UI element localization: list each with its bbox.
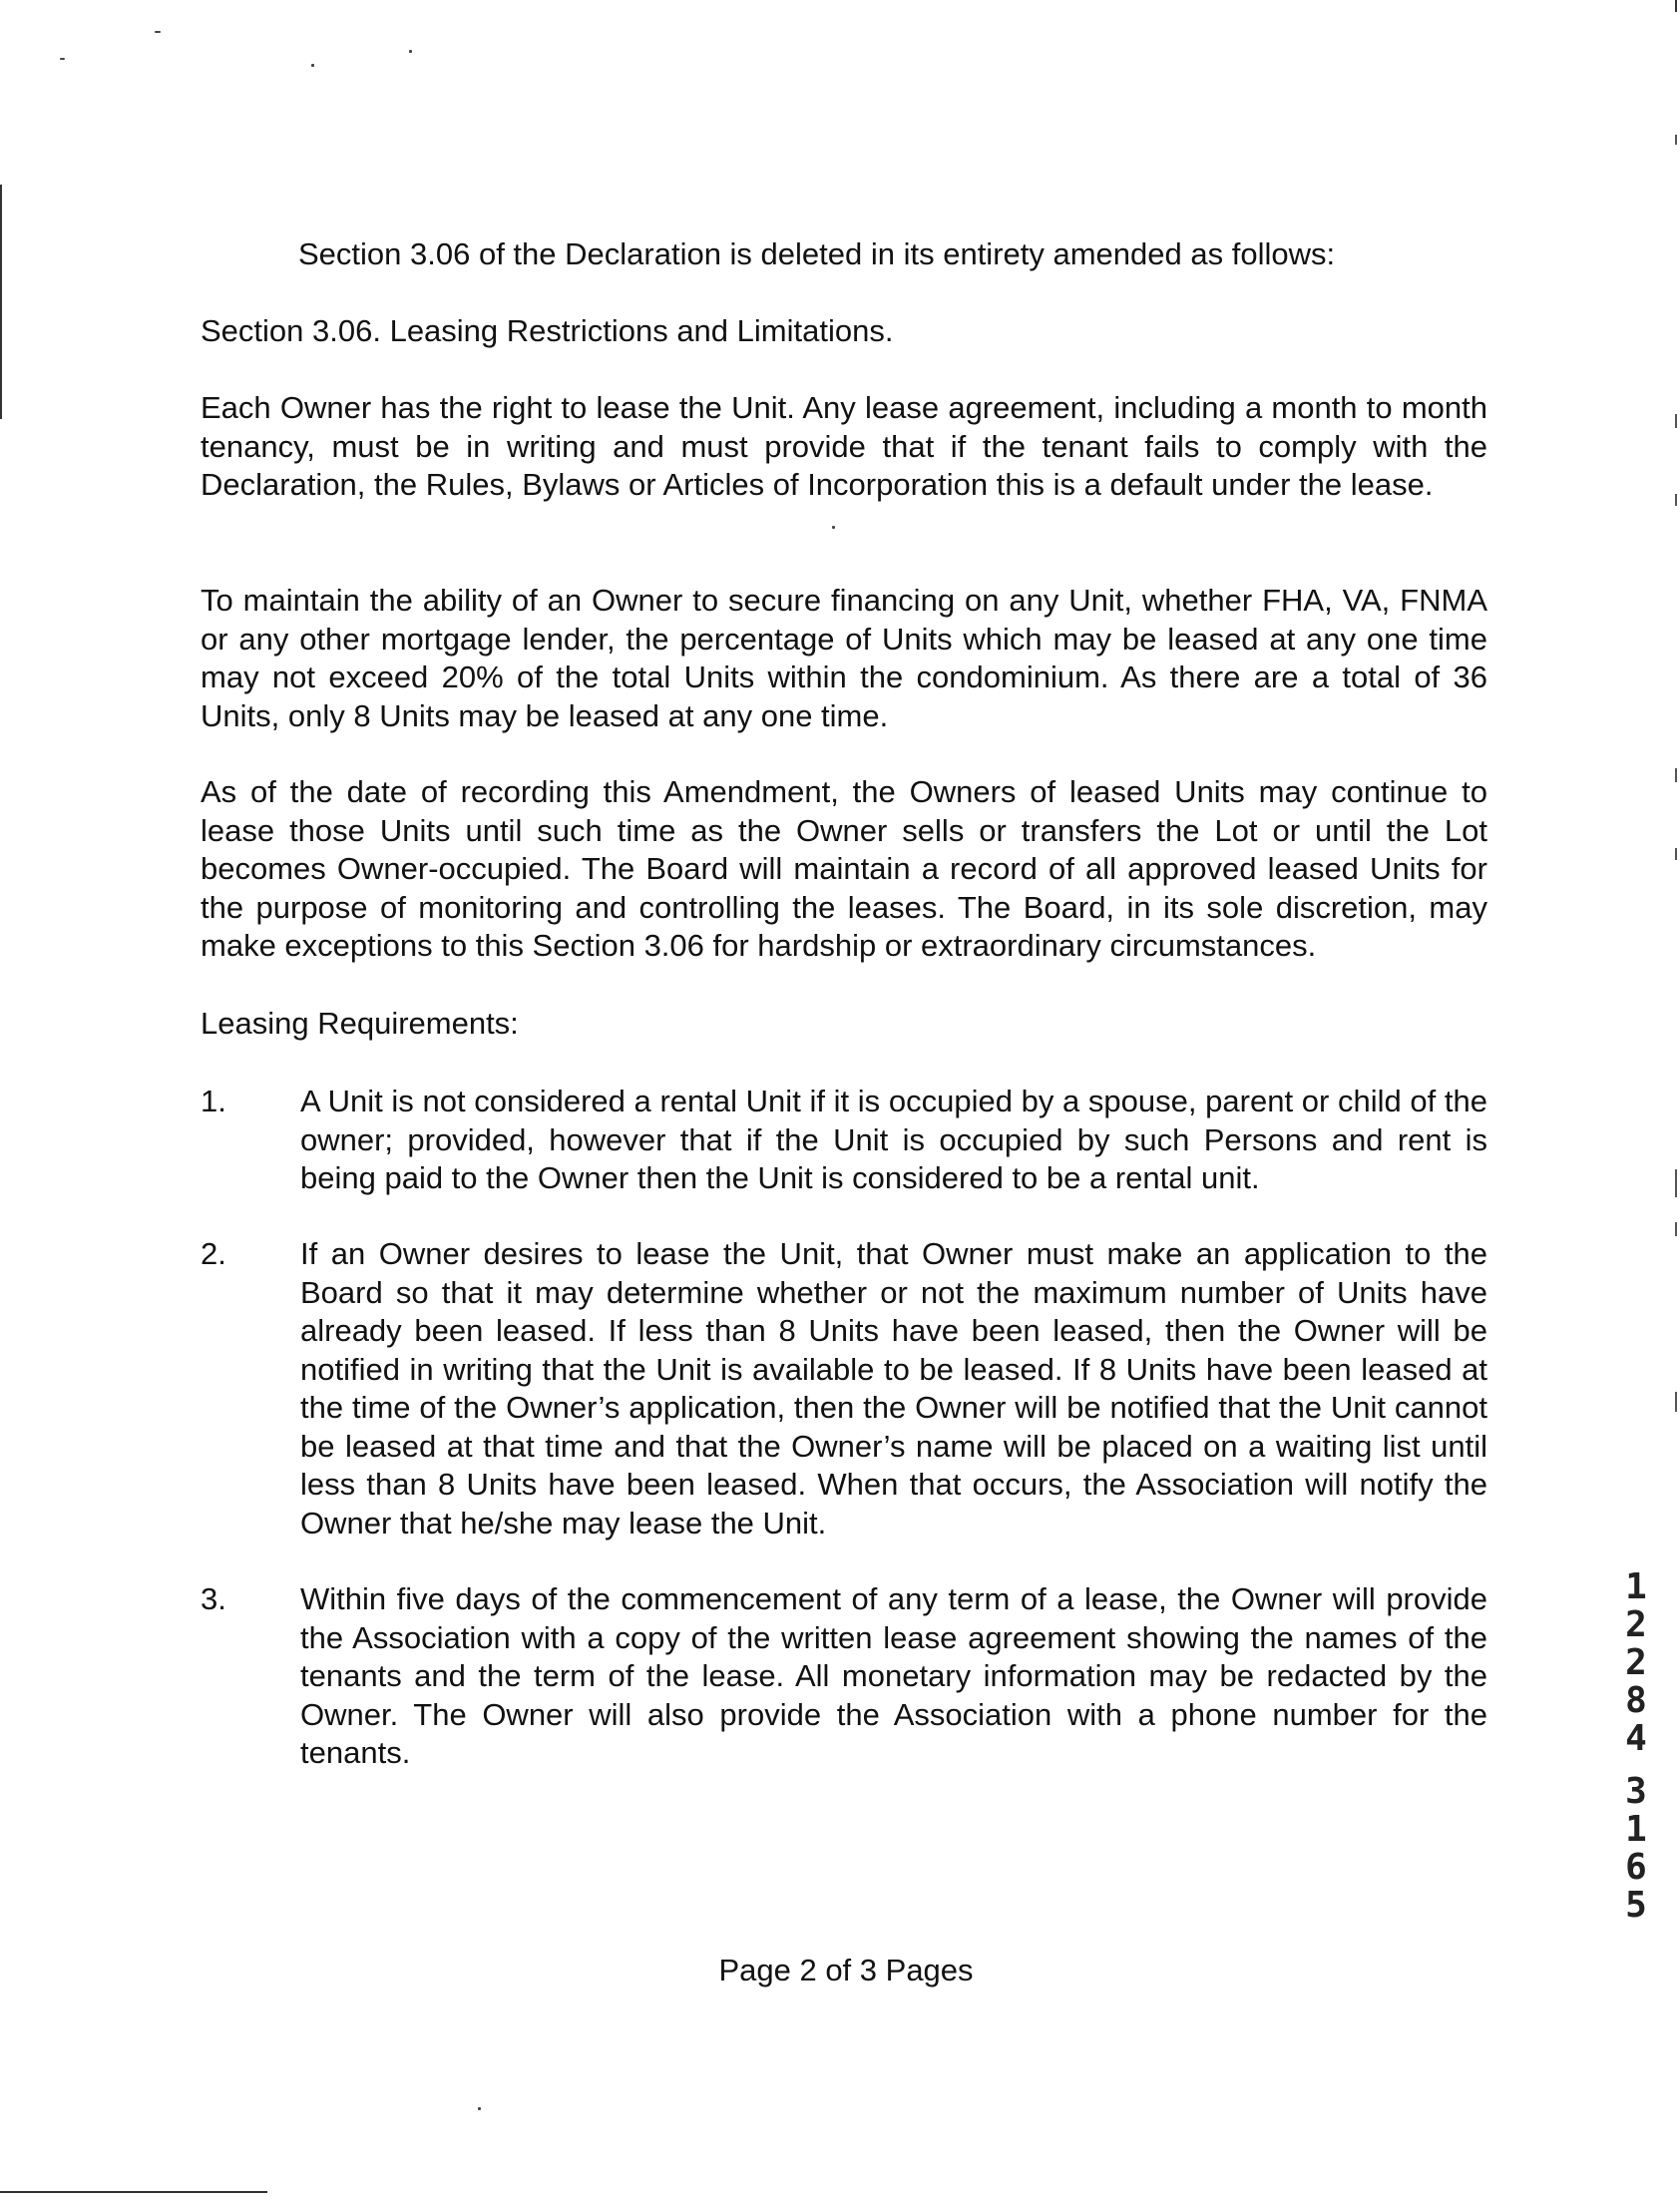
requirement-text: If an Owner desires to lease the Unit, that Owner must make an application to the Board so that it may determine whether or not the maximum number of Units have already been leased. If less than 8 Units have been leased, then the Owner will be notified in writing that the Unit is available to be leased. If 8 Units have been leased at the time of the Owner’s application, then the Owner will be notified that the Unit cannot be leased at that time and that the Owner’s name will be placed on a waiting list until less than 8 Units have been leased. When that occurs, the Association will notify the Owner that he/she may lease the Unit.	[300, 1236, 1487, 1540]
scan-speck	[311, 64, 314, 67]
requirement-text: A Unit is not considered a rental Unit if it is occupied by a spouse, parent or child of the owner; provided, however that if the Unit is occupied by such Persons and rent is being paid to the Owner then the Unit is considered to be a rental unit.	[300, 1084, 1487, 1195]
requirement-text: Within five days of the commencement of any term of a lease, the Owner will provide the Association with a copy of the written lease agreement showing the names of the tenants and the term of the lease. All monetary information may be redacted by the Owner. The Owner will also provide the Association with a phone number for the tenants.	[300, 1581, 1487, 1770]
scan-speck	[155, 31, 161, 33]
scan-edge-mark	[1675, 1222, 1677, 1236]
stamp-digit: 1	[1625, 1809, 1647, 1850]
page-number-footer: Page 2 of 3 Pages	[718, 1953, 974, 1987]
scan-speck	[832, 526, 835, 529]
scan-edge-mark	[1675, 848, 1677, 860]
stamp-digit: 4	[1625, 1718, 1647, 1759]
scan-artifact-right-edge	[1675, 0, 1677, 12]
stamp-digit: 6	[1625, 1847, 1647, 1888]
scan-speck	[478, 2107, 481, 2110]
stamp-digit: 8	[1625, 1680, 1647, 1721]
stamp-digit: 2	[1625, 1642, 1647, 1683]
scan-edge-mark	[1675, 494, 1677, 506]
scan-edge-mark	[1675, 135, 1677, 145]
scan-speck	[60, 58, 65, 60]
leasing-requirements-label: Leasing Requirements:	[201, 1006, 519, 1041]
requirement-number: 3.	[201, 1581, 226, 1616]
scan-edge-mark	[1675, 768, 1677, 782]
paragraph-existing-leases: As of the date of recording this Amendment, the Owners of leased Units may continue to lease those Units until such time as the Owner sells or transfers the Lot or until the Lot becomes Owner-occupied. The Board will maintain a record of all approved leased Units for the purpose of monitoring and controlling the leases. The Board, in its sole discretion, may make exceptions to this Section 3.06 for hardship or extraordinary circumstances.	[201, 774, 1487, 963]
scan-edge-mark	[1675, 414, 1677, 428]
recording-stamp-digits-bottom	[1616, 1773, 1656, 1925]
stamp-digit: 2	[1625, 1604, 1647, 1645]
requirement-number: 2.	[201, 1236, 226, 1271]
recording-stamp-digits-top	[1616, 1568, 1656, 1758]
stamp-digit: 5	[1625, 1885, 1647, 1926]
scan-artifact-bottom-line	[0, 2191, 267, 2193]
requirement-number: 1.	[201, 1084, 226, 1118]
scan-edge-mark	[1675, 1392, 1677, 1412]
stamp-digit: 3	[1625, 1771, 1647, 1812]
section-heading: Section 3.06. Leasing Restrictions and Limitations.	[201, 313, 894, 348]
scan-artifact-left-bar	[0, 185, 2, 419]
paragraph-right-to-lease: Each Owner has the right to lease the Unit. Any lease agreement, including a month to month tenancy, must be in writing and must provide that if the tenant fails to comply with the Declaration, the Rules, Bylaws or Articles of Incorporation this is a default under the lease.	[201, 390, 1487, 502]
stamp-digit: 1	[1625, 1566, 1647, 1607]
scan-edge-mark	[1675, 1169, 1677, 1197]
scan-speck	[409, 50, 412, 53]
paragraph-financing-limit: To maintain the ability of an Owner to secure financing on any Unit, whether FHA, VA, FNMA or any other mortgage lender, the percentage of Units which may be leased at any one time may not exceed 20% of the total Units within the condominium. As there are a total of 36 Units, only 8 Units may be leased at any one time.	[201, 583, 1487, 733]
amendment-intro: Section 3.06 of the Declaration is deleted in its entirety amended as follows:	[298, 236, 1336, 271]
